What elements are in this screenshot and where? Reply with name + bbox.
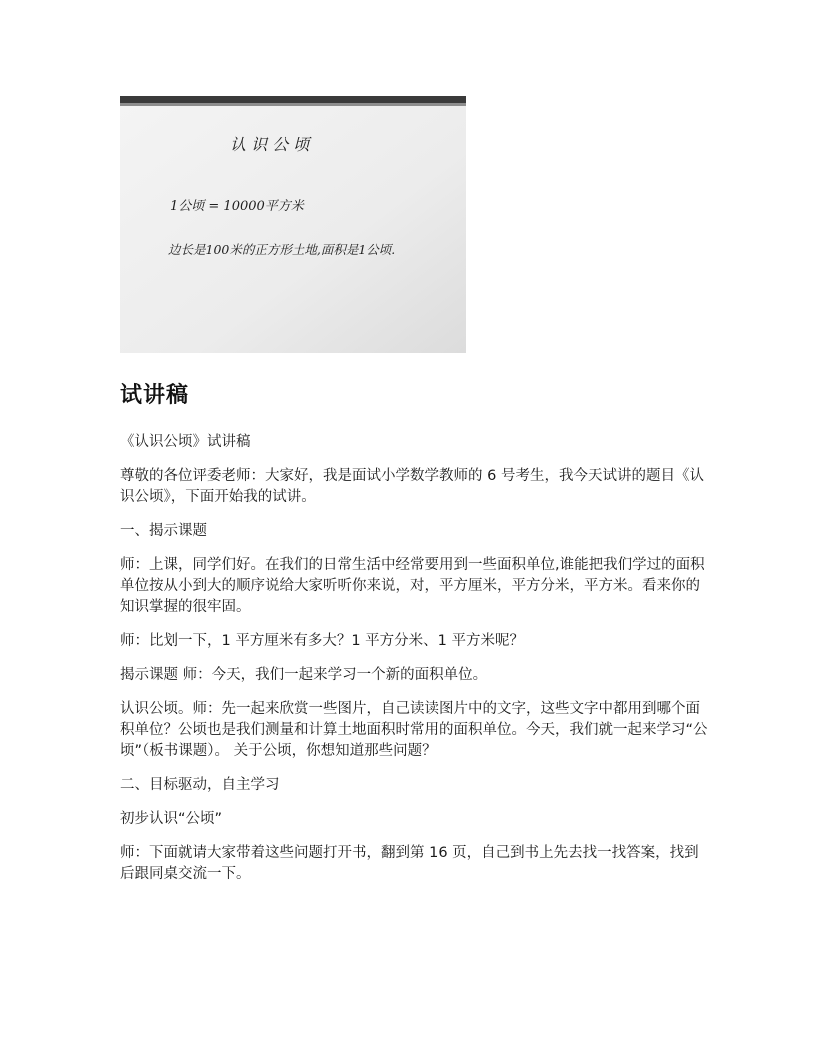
photo-handwritten-definition: 边长是100米的正方形土地,面积是1公顷.	[168, 242, 396, 257]
paragraph-greeting: 师：上课，同学们好。在我们的日常生活中经常要用到一些面积单位,谁能把我们学过的面积单位按从小到大的顺序说给大家听听你来说，对，平方厘米，平方分米，平方米。看来你的知识掌握的很牢固。	[120, 557, 705, 615]
handwritten-note-photo	[120, 96, 466, 353]
page-title: 试讲稿	[120, 383, 190, 408]
document-body	[120, 432, 710, 898]
doc-subtitle: 《认识公顷》试讲稿	[120, 434, 251, 450]
photo-handwritten-title: 认 识 公 顷	[230, 135, 310, 154]
paragraph-open-book: 师：下面就请大家带着这些问题打开书，翻到第 16 页，自己到书上先去找一找答案，找到后跟同桌交流一下。	[120, 845, 699, 882]
paragraph-recognize-hectare: 认识公顷。师：先一起来欣赏一些图片，自己读读图片中的文字，这些文字中都用到哪个面积单位？公顷也是我们测量和计算土地面积时常用的面积单位。今天，我们就一起来学习“公顷”（板书课题）。 关于公顷，你想知道那些问题？	[120, 701, 708, 759]
photo-dark-top-edge	[120, 96, 466, 103]
intro-paragraph: 尊敬的各位评委老师：大家好，我是面试小学数学教师的 6 号考生，我今天试讲的题目《认识公顷》，下面开始我的试讲。	[120, 468, 704, 505]
section-heading-2: 二、目标驱动，自主学习	[120, 777, 280, 793]
paragraph-reveal-topic: 揭示课题 师：今天，我们一起来学习一个新的面积单位。	[120, 667, 488, 683]
paragraph-gesture: 师：比划一下，1 平方厘米有多大？1 平方分米、1 平方米呢？	[120, 633, 525, 649]
photo-handwritten-equation: 1公顷 = 10000平方米	[170, 199, 304, 214]
section-heading-1: 一、揭示课题	[120, 523, 207, 539]
subheading-initial: 初步认识“公顷”	[120, 811, 223, 827]
